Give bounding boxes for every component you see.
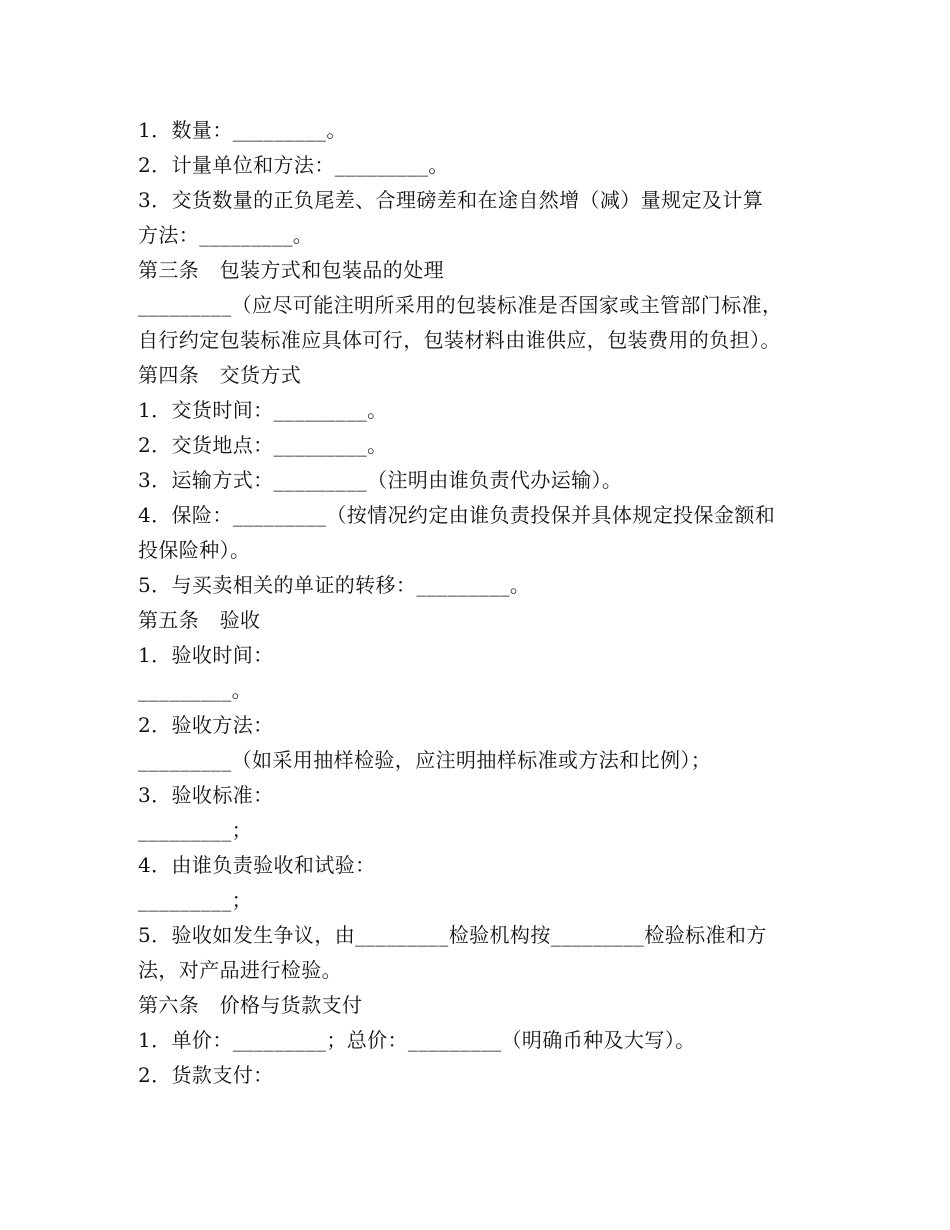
- clause-line-acceptance-party: 4．由谁负责验收和试验：: [138, 853, 376, 877]
- clause-line-acceptance-standard: 3．验收标准：: [138, 783, 274, 807]
- clause-line-documents: 5．与买卖相关的单证的转移：_________。: [138, 573, 531, 597]
- clause-line-dispute-cont: 法，对产品进行检验。: [138, 958, 342, 982]
- clause-line-acceptance-standard-blank: _________；: [138, 818, 252, 842]
- clause-line-payment: 2．货款支付：: [138, 1063, 274, 1087]
- clause-line-dispute: 5．验收如发生争议，由_________检验机构按_________检验标准和方: [138, 923, 767, 947]
- clause-line-acceptance-method-blank: _________（如采用抽样检验，应注明抽样标准或方法和比例）；: [138, 748, 712, 772]
- clause-line-transport: 3．运输方式：_________（注明由谁负责代办运输）。: [138, 468, 623, 492]
- clause-line-acceptance-time: 1．验收时间：: [138, 643, 274, 667]
- clause-line-unit-method: 2．计量单位和方法：_________。: [138, 153, 449, 177]
- clause-line-packaging: _________（应尽可能注明所采用的包装标准是否国家或主管部门标准，: [138, 293, 783, 317]
- clause-line-acceptance-method: 2．验收方法：: [138, 713, 274, 737]
- clause-line-insurance-cont: 投保险种）。: [138, 538, 251, 562]
- clause-line-acceptance-time-blank: _________。: [138, 678, 252, 702]
- clause-line-tolerance: 3．交货数量的正负尾差、合理磅差和在途自然增（减）量规定及计算: [138, 188, 764, 212]
- clause-line-acceptance-party-blank: _________；: [138, 888, 252, 912]
- clause-line-tolerance-cont: 方法：_________。: [138, 223, 314, 247]
- clause-line-delivery-time: 1．交货时间：_________。: [138, 398, 388, 422]
- clause-line-quantity: 1．数量：_________。: [138, 118, 347, 142]
- clause-line-insurance: 4．保险：_________（按情况约定由谁负责投保并具体规定投保金额和: [138, 503, 776, 527]
- clause-line-packaging-cont: 自行约定包装标准应具体可行，包装材料由谁供应，包装费用的负担）。: [138, 328, 781, 352]
- section-heading-packaging: 第三条 包装方式和包装品的处理: [138, 258, 444, 282]
- contract-document-page: [138, 113, 838, 1093]
- clause-line-delivery-place: 2．交货地点：_________。: [138, 433, 388, 457]
- clause-line-price: 1．单价：_________；总价：_________（明确币种及大写）。: [138, 1028, 696, 1052]
- section-heading-acceptance: 第五条 验收: [138, 608, 261, 632]
- section-heading-price-payment: 第六条 价格与货款支付: [138, 993, 363, 1017]
- section-heading-delivery: 第四条 交货方式: [138, 363, 302, 387]
